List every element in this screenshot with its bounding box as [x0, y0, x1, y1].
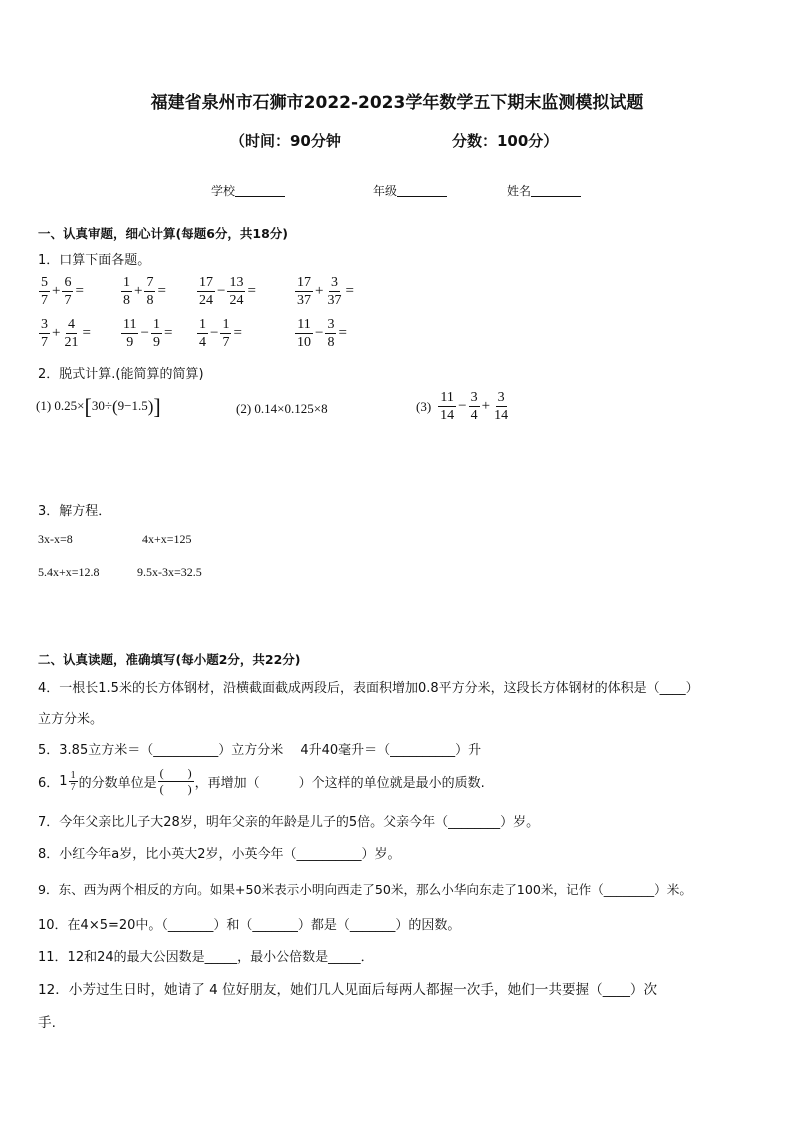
oral-calc-item: $\frac{5}{7}$ + $\frac{6}{7}$ = — [41, 275, 84, 308]
q2-part1: (1) 0.25×[30÷(9−1.5)] — [36, 394, 161, 419]
oral-calc-item: $\frac{3}{7}$ + $\frac{4}{21}$ = — [41, 317, 91, 350]
fraction: $\frac{3}{4}$ — [470, 390, 478, 423]
fraction: $\frac{1}{8}$ — [123, 275, 130, 308]
answer-fraction-blank[interactable]: $\frac{( )}{( )}$ — [159, 766, 192, 796]
exam-time: （时间：90分钟 — [230, 132, 341, 150]
equation: 3x-x=8 — [38, 532, 73, 546]
oral-calc-item: $\frac{11}{10}$ − $\frac{3}{8}$ = — [297, 317, 347, 350]
fraction: $\frac{5}{7}$ — [41, 275, 48, 308]
fraction: $\frac{17}{37}$ — [297, 275, 311, 308]
q12-line-2: 手. — [38, 1015, 56, 1031]
oral-calc-item: $\frac{1}{4}$ − $\frac{1}{7}$ = — [199, 317, 242, 350]
oral-calc-item: $\frac{17}{37}$ + $\frac{3}{37}$ = — [297, 275, 354, 308]
q5: 5．3.85立方米＝（__________）立方分米 4升40毫升＝（__________）升 — [38, 743, 482, 758]
oral-calc-item: $\frac{1}{8}$ + $\frac{7}{8}$ = — [123, 275, 166, 308]
section-1-heading: 一、认真审题，细心计算(每题6分，共18分) — [38, 226, 289, 241]
equation: 9.5x-3x=32.5 — [137, 565, 202, 579]
fraction: $\frac{3}{37}$ — [327, 275, 342, 308]
fraction: $\frac{3}{14}$ — [494, 390, 509, 423]
fraction: $\frac{1}{7}$ — [70, 770, 76, 793]
exam-score: 分数：100分） — [452, 132, 559, 150]
fraction: $\frac{3}{7}$ — [41, 317, 48, 350]
fraction: $\frac{4}{21}$ — [64, 317, 79, 350]
fraction: $\frac{11}{10}$ — [297, 317, 311, 350]
q2-part2: (2) 0.14×0.125×8 — [236, 401, 328, 416]
fraction: $\frac{1}{4}$ — [199, 317, 206, 350]
q1-label: 1．口算下面各题。 — [38, 253, 151, 268]
equation: 5.4x+x=12.8 — [38, 565, 100, 579]
oral-calc-item: $\frac{11}{9}$ − $\frac{1}{9}$ = — [123, 317, 173, 350]
fraction: $\frac{17}{24}$ — [199, 275, 213, 308]
q7: 7．今年父亲比儿子大28岁，明年父亲的年龄是儿子的5倍。父亲今年（________）岁。 — [38, 815, 540, 830]
school-field[interactable]: 学校 — [211, 182, 285, 199]
name-field[interactable]: 姓名 — [507, 182, 581, 199]
equation: 4x+x=125 — [142, 532, 192, 546]
q10: 10．在4×5=20中。（_______）和（_______）都是（_______）的因数。 — [38, 918, 461, 933]
oral-calc-item: $\frac{17}{24}$ − $\frac{13}{24}$ = — [199, 275, 256, 308]
q6: 6． 1 $\frac{1}{7}$ 的分数单位是 $\frac{( )}{( )}$ ，再增加（ ）个这样的单位就是最小的质数. — [38, 766, 485, 796]
q3-label: 3．解方程． — [38, 504, 112, 519]
section-2-heading: 二、认真读题，准确填写(每小题2分，共22分) — [38, 652, 301, 667]
q9: 9．东、西为两个相反的方向。如果+50米表示小明向西走了50米，那么小华向东走了100米，记作（________）米。 — [38, 882, 692, 897]
q4-line-2: 立方分米。 — [38, 712, 104, 727]
fraction: $\frac{6}{7}$ — [64, 275, 72, 308]
q12-line-1: 12．小芳过生日时，她请了 4 位好朋友，她们几人见面后每两人都握一次手，她们一共要握（____）次 — [38, 982, 658, 998]
fraction: $\frac{11}{14}$ — [440, 390, 455, 423]
q2-part3: (3) $\frac{11}{14}$ − $\frac{3}{4}$ + $\frac{3}{14}$ — [416, 390, 509, 423]
fraction: $\frac{1}{7}$ — [222, 317, 230, 350]
q2-label: 2．脱式计算.(能简算的简算) — [38, 367, 204, 382]
page-title: 福建省泉州市石狮市2022-2023学年数学五下期末监测模拟试题 — [150, 93, 644, 113]
q4-line-1: 4．一根长1.5米的长方体钢材，沿横截面截成两段后，表面积增加0.8平方分米，这段长方体钢材的体积是（____） — [38, 681, 699, 696]
fraction: $\frac{11}{9}$ — [123, 317, 137, 350]
q11: 11．12和24的最大公因数是_____，最小公倍数是_____． — [38, 950, 374, 965]
q8: 8．小红今年a岁，比小英大2岁，小英今年（__________）岁。 — [38, 847, 401, 862]
grade-field[interactable]: 年级 — [373, 182, 447, 199]
fraction: $\frac{1}{9}$ — [152, 317, 160, 350]
fraction: $\frac{3}{8}$ — [327, 317, 335, 350]
fraction: $\frac{13}{24}$ — [229, 275, 244, 308]
fraction: $\frac{7}{8}$ — [146, 275, 154, 308]
